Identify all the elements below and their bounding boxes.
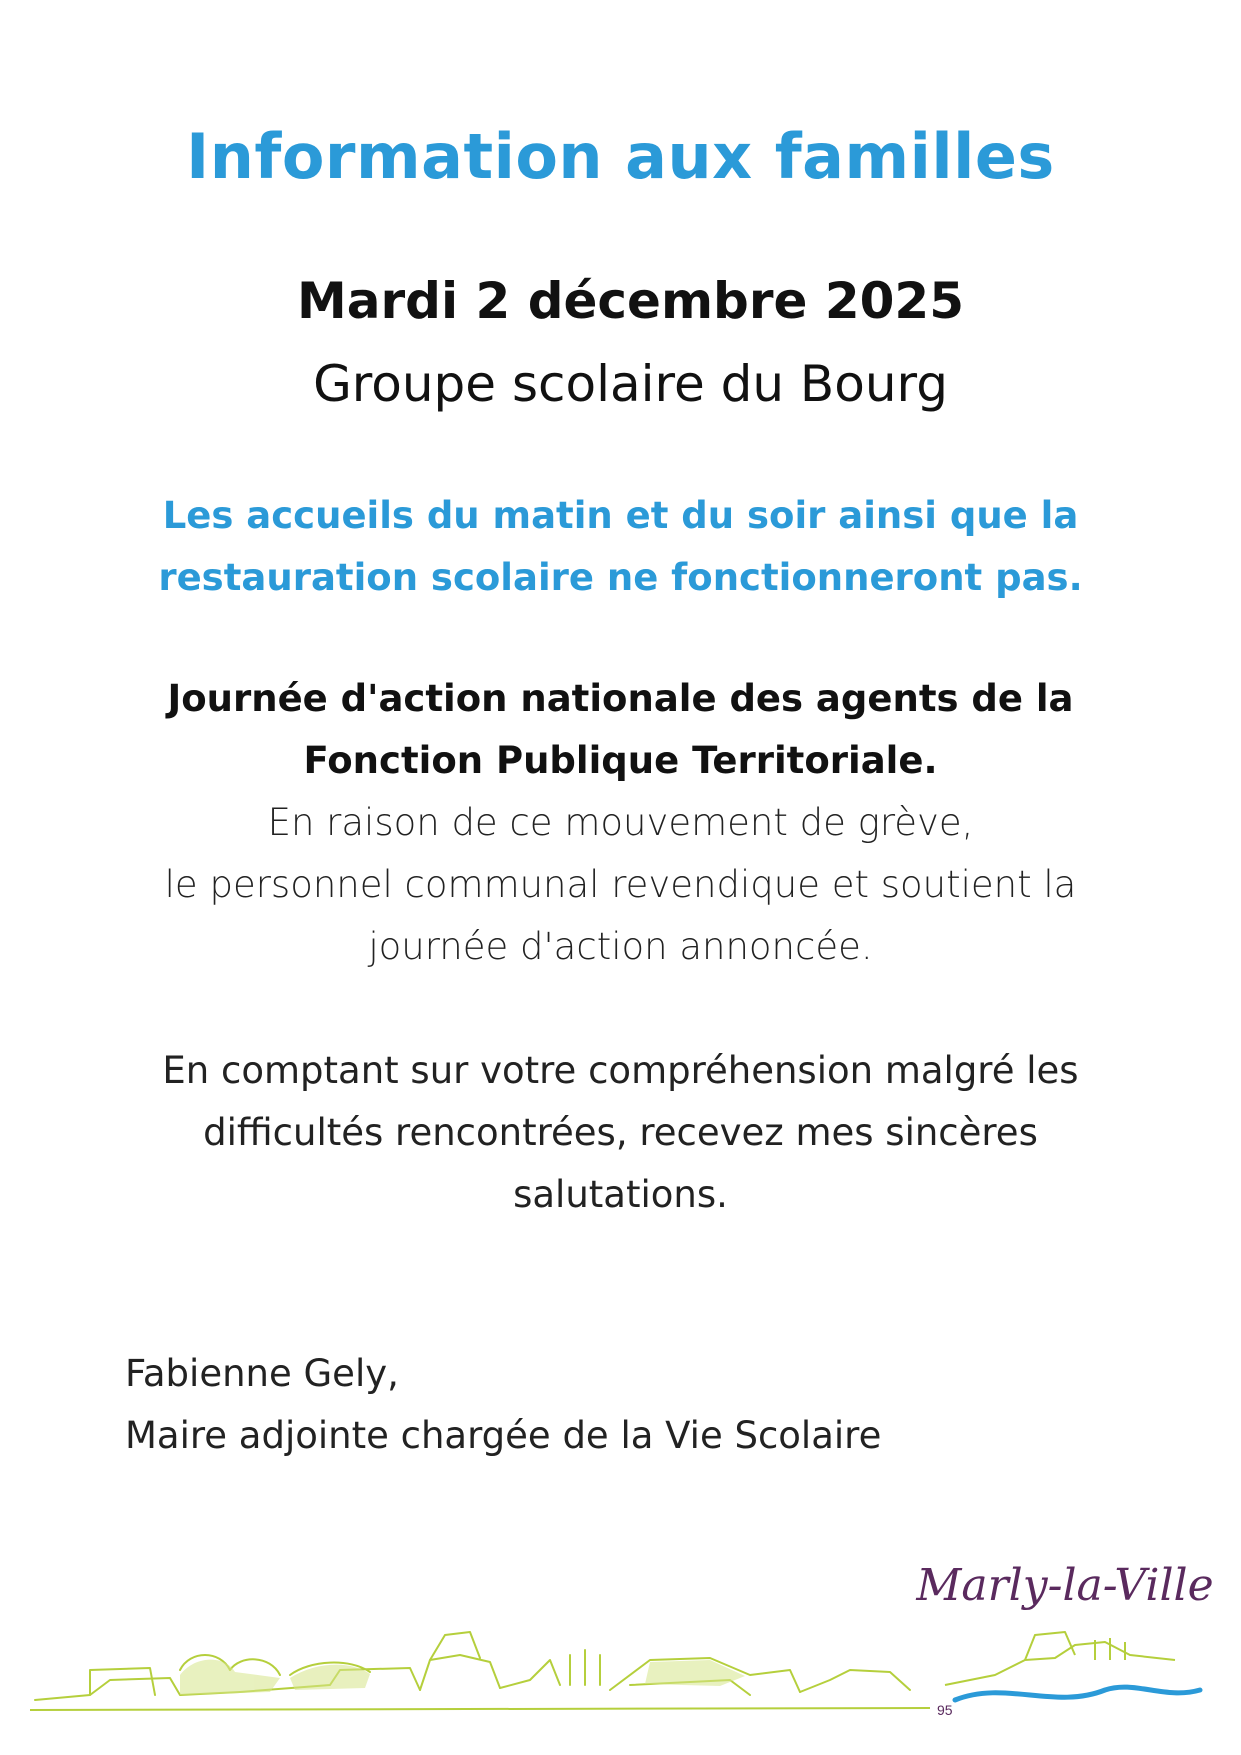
event-location: Groupe scolaire du Bourg: [313, 355, 948, 413]
signature-block: [125, 1343, 881, 1467]
signature-role: Maire adjointe chargée de la Vie Scolaire: [125, 1414, 882, 1457]
logo-department: 95: [937, 1702, 953, 1718]
page-title: Information aux familles: [186, 120, 1055, 193]
action-body: [90, 792, 1151, 978]
action-body-line: journée d'action annoncée.: [368, 925, 873, 968]
service-notice: [90, 485, 1151, 609]
closing-line: difficultés rencontrées, recevez mes sincères: [203, 1111, 1038, 1154]
logo-wordmark: Marly-la-Ville: [916, 1560, 1214, 1611]
action-body-line: le personnel communal revendique et soutient la: [164, 863, 1077, 906]
town-logo: [915, 1560, 1215, 1730]
notice-line: Les accueils du matin et du soir ainsi que la: [162, 494, 1079, 537]
logo-emblem-icon: [915, 1560, 1215, 1730]
event-date: Mardi 2 décembre 2025: [297, 272, 964, 330]
notice-line: restauration scolaire ne fonctionneront pas.: [158, 556, 1083, 599]
town-landscape-illustration: [30, 1600, 930, 1720]
action-heading-line: Journée d'action nationale des agents de la: [167, 677, 1074, 720]
closing-paragraph: [90, 1040, 1151, 1226]
action-body-line: En raison de ce mouvement de grève,: [267, 801, 974, 844]
action-heading: [90, 668, 1151, 792]
closing-line: salutations.: [513, 1173, 728, 1216]
signature-name: Fabienne Gely,: [125, 1352, 399, 1395]
closing-line: En comptant sur votre compréhension malgré les: [162, 1049, 1079, 1092]
action-heading-line: Fonction Publique Territoriale.: [303, 739, 938, 782]
